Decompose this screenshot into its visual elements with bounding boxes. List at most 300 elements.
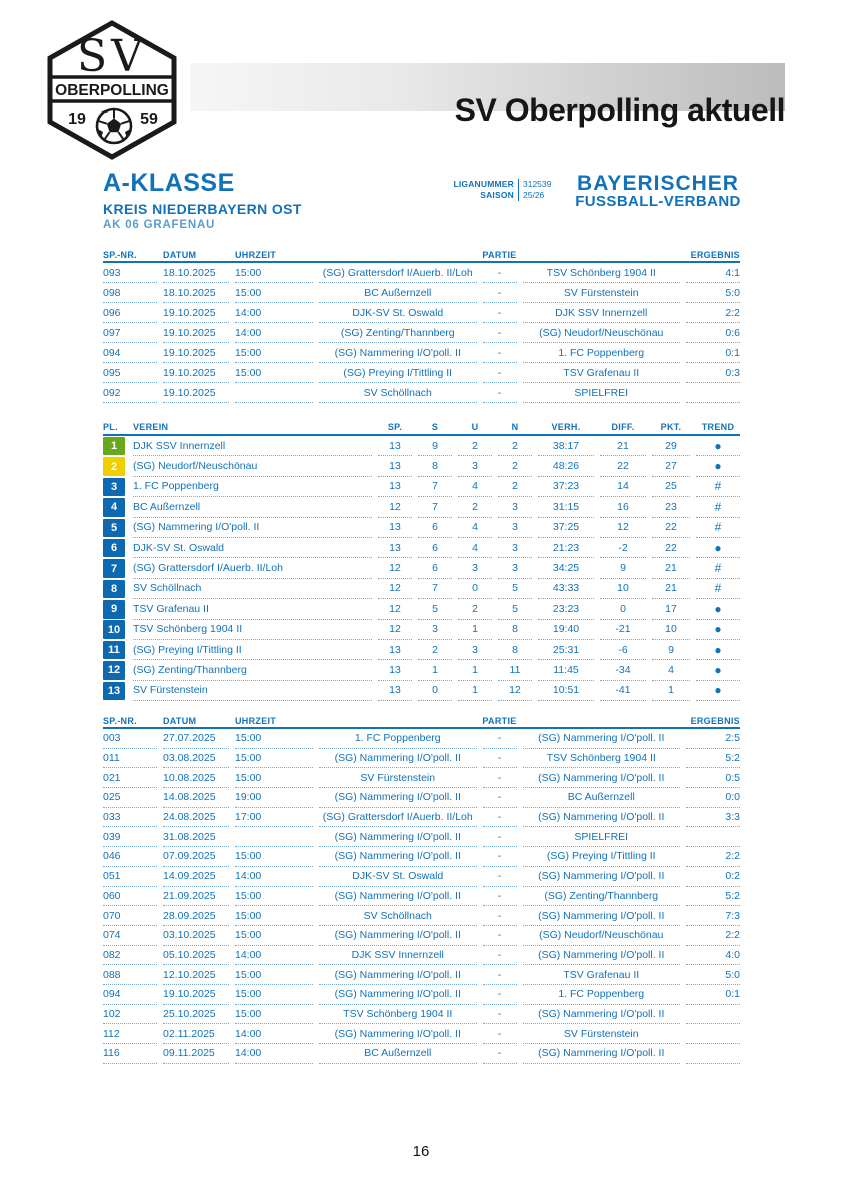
points-cell: 17 bbox=[652, 599, 690, 619]
score-cell: 2:2 bbox=[686, 926, 740, 946]
trend-cell: # bbox=[696, 558, 740, 578]
match-number-cell: 003 bbox=[103, 729, 157, 749]
draws-cell: 1 bbox=[458, 681, 492, 701]
standings-row bbox=[103, 660, 740, 680]
match-date-cell: 19.10.2025 bbox=[163, 383, 229, 403]
standings-body bbox=[103, 436, 740, 701]
games-cell: 12 bbox=[378, 599, 412, 619]
match-time-cell: 15:00 bbox=[235, 729, 313, 749]
match-time-cell: 14:00 bbox=[235, 867, 313, 887]
results-table bbox=[103, 248, 740, 403]
goal-diff-cell: -41 bbox=[600, 681, 646, 701]
home-team-cell: (SG) Nammering I/O'poll. II bbox=[319, 985, 477, 1005]
header-verein: VEREIN bbox=[133, 422, 169, 432]
games-cell: 12 bbox=[378, 620, 412, 640]
saison-value: 25/26 bbox=[518, 190, 544, 201]
match-number-cell: 060 bbox=[103, 887, 157, 907]
losses-cell: 11 bbox=[498, 660, 532, 680]
points-cell: 29 bbox=[652, 436, 690, 456]
rank-cell bbox=[103, 579, 127, 599]
goal-diff-cell: 14 bbox=[600, 477, 646, 497]
losses-cell: 3 bbox=[498, 518, 532, 538]
away-team-cell: (SG) Nammering I/O'poll. II bbox=[523, 808, 681, 828]
club-name-cell: BC Außernzell bbox=[133, 497, 372, 517]
crest-club-name: OBERPOLLING bbox=[55, 82, 169, 99]
away-team-cell: (SG) Nammering I/O'poll. II bbox=[523, 729, 681, 749]
away-team-cell: (SG) Nammering I/O'poll. II bbox=[523, 1005, 681, 1025]
goal-ratio-cell: 37:23 bbox=[538, 477, 594, 497]
match-number-cell: 025 bbox=[103, 788, 157, 808]
header-trend: TREND bbox=[701, 422, 735, 432]
club-name-cell: (SG) Zenting/Thannberg bbox=[133, 660, 372, 680]
club-name-cell: 1. FC Poppenberg bbox=[133, 477, 372, 497]
away-team-cell: (SG) Neudorf/Neuschönau bbox=[523, 323, 681, 343]
rank-badge: 6 bbox=[103, 539, 125, 558]
goal-ratio-cell: 11:45 bbox=[538, 660, 594, 680]
match-date-cell: 09.11.2025 bbox=[163, 1044, 229, 1064]
rank-badge: 8 bbox=[103, 580, 125, 599]
home-team-cell: DJK SSV Innernzell bbox=[319, 946, 477, 966]
match-row bbox=[103, 729, 740, 749]
draws-cell: 0 bbox=[458, 579, 492, 599]
match-date-cell: 18.10.2025 bbox=[163, 283, 229, 303]
bfv-line2: FUSSBALL-VERBAND bbox=[575, 193, 741, 210]
league-meta bbox=[452, 179, 551, 201]
match-row bbox=[103, 1044, 740, 1064]
away-team-cell: (SG) Zenting/Thannberg bbox=[523, 887, 681, 907]
score-cell: 0:5 bbox=[686, 768, 740, 788]
match-date-cell: 03.08.2025 bbox=[163, 749, 229, 769]
match-date-cell: 28.09.2025 bbox=[163, 906, 229, 926]
home-team-cell: (SG) Nammering I/O'poll. II bbox=[319, 847, 477, 867]
match-number-cell: 082 bbox=[103, 946, 157, 966]
header-u: U bbox=[471, 422, 479, 432]
crest-year-right: 59 bbox=[140, 111, 158, 128]
score-cell: 5:0 bbox=[686, 283, 740, 303]
losses-cell: 8 bbox=[498, 620, 532, 640]
masthead-title: SV Oberpolling aktuell bbox=[454, 92, 785, 128]
soccer-ball-icon bbox=[97, 109, 131, 143]
points-cell: 21 bbox=[652, 579, 690, 599]
rank-badge: 7 bbox=[103, 559, 125, 578]
standings-row bbox=[103, 497, 740, 517]
score-cell: 0:1 bbox=[686, 985, 740, 1005]
home-team-cell: SV Schöllnach bbox=[319, 906, 477, 926]
match-number-cell: 095 bbox=[103, 363, 157, 383]
match-date-cell: 24.08.2025 bbox=[163, 808, 229, 828]
rank-cell bbox=[103, 518, 127, 538]
standings-row bbox=[103, 456, 740, 476]
vs-separator: - bbox=[483, 827, 517, 847]
losses-cell: 3 bbox=[498, 497, 532, 517]
score-cell: 0:6 bbox=[686, 323, 740, 343]
score-cell: 2:2 bbox=[686, 847, 740, 867]
match-row bbox=[103, 363, 740, 383]
score-cell: 4:0 bbox=[686, 946, 740, 966]
match-time-cell: 14:00 bbox=[235, 1024, 313, 1044]
club-name-cell: SV Schöllnach bbox=[133, 579, 372, 599]
standings-row bbox=[103, 681, 740, 701]
match-time-cell: 14:00 bbox=[235, 1044, 313, 1064]
match-number-cell: 046 bbox=[103, 847, 157, 867]
results-table-body bbox=[103, 263, 740, 403]
header-ergebnis: ERGEBNIS bbox=[690, 249, 740, 260]
vs-separator: - bbox=[483, 263, 517, 283]
away-team-cell: SV Fürstenstein bbox=[523, 283, 681, 303]
liganummer-label: LIGANUMMER bbox=[453, 179, 514, 189]
goal-ratio-cell: 21:23 bbox=[538, 538, 594, 558]
rank-cell bbox=[103, 640, 127, 660]
rank-badge: 11 bbox=[103, 641, 125, 660]
vs-separator: - bbox=[483, 906, 517, 926]
page-number: 16 bbox=[412, 1143, 430, 1160]
away-team-cell: SPIELFREI bbox=[523, 383, 681, 403]
goal-ratio-cell: 37:25 bbox=[538, 518, 594, 538]
match-number-cell: 093 bbox=[103, 263, 157, 283]
match-row bbox=[103, 283, 740, 303]
score-cell: 3:3 bbox=[686, 808, 740, 828]
rank-badge: 4 bbox=[103, 498, 125, 517]
draws-cell: 3 bbox=[458, 456, 492, 476]
schedule-table bbox=[103, 714, 740, 1064]
header-ergebnis: ERGEBNIS bbox=[690, 715, 740, 726]
league-title: A-KLASSE bbox=[103, 169, 235, 197]
draws-cell: 4 bbox=[458, 538, 492, 558]
away-team-cell: (SG) Nammering I/O'poll. II bbox=[523, 867, 681, 887]
vs-separator: - bbox=[483, 847, 517, 867]
score-cell: 2:2 bbox=[686, 303, 740, 323]
match-date-cell: 21.09.2025 bbox=[163, 887, 229, 907]
draws-cell: 1 bbox=[458, 660, 492, 680]
trend-cell: ● bbox=[696, 456, 740, 476]
goal-diff-cell: -21 bbox=[600, 620, 646, 640]
goal-ratio-cell: 31:15 bbox=[538, 497, 594, 517]
away-team-cell: TSV Schönberg 1904 II bbox=[523, 263, 681, 283]
match-number-cell: 102 bbox=[103, 1005, 157, 1025]
standings-row bbox=[103, 558, 740, 578]
goal-diff-cell: 9 bbox=[600, 558, 646, 578]
vs-separator: - bbox=[483, 1005, 517, 1025]
goal-diff-cell: 22 bbox=[600, 456, 646, 476]
club-logo bbox=[46, 20, 178, 160]
standings-row bbox=[103, 599, 740, 619]
score-cell: 0:3 bbox=[686, 363, 740, 383]
home-team-cell: SV Schöllnach bbox=[319, 383, 477, 403]
club-name-cell: (SG) Preying I/Tittling II bbox=[133, 640, 372, 660]
match-date-cell: 12.10.2025 bbox=[163, 965, 229, 985]
header-diff: DIFF. bbox=[611, 422, 635, 432]
away-team-cell: TSV Schönberg 1904 II bbox=[523, 749, 681, 769]
match-row bbox=[103, 383, 740, 403]
points-cell: 21 bbox=[652, 558, 690, 578]
rank-cell bbox=[103, 558, 127, 578]
home-team-cell: DJK-SV St. Oswald bbox=[319, 303, 477, 323]
match-number-cell: 074 bbox=[103, 926, 157, 946]
saison-row bbox=[452, 190, 551, 201]
losses-cell: 2 bbox=[498, 456, 532, 476]
trend-cell: # bbox=[696, 497, 740, 517]
match-time-cell: 14:00 bbox=[235, 946, 313, 966]
standings-row bbox=[103, 538, 740, 558]
header-datum: DATUM bbox=[163, 249, 197, 260]
points-cell: 10 bbox=[652, 620, 690, 640]
losses-cell: 3 bbox=[498, 558, 532, 578]
away-team-cell: TSV Grafenau II bbox=[523, 965, 681, 985]
match-time-cell: 15:00 bbox=[235, 749, 313, 769]
match-time-cell: 14:00 bbox=[235, 323, 313, 343]
rank-cell bbox=[103, 497, 127, 517]
trend-cell: # bbox=[696, 579, 740, 599]
goal-ratio-cell: 48:26 bbox=[538, 456, 594, 476]
standings-row bbox=[103, 477, 740, 497]
score-cell bbox=[686, 383, 740, 403]
goal-diff-cell: 0 bbox=[600, 599, 646, 619]
match-number-cell: 051 bbox=[103, 867, 157, 887]
wins-cell: 6 bbox=[418, 538, 452, 558]
trend-cell: # bbox=[696, 518, 740, 538]
away-team-cell: 1. FC Poppenberg bbox=[523, 985, 681, 1005]
home-team-cell: BC Außernzell bbox=[319, 283, 477, 303]
score-cell: 5:0 bbox=[686, 965, 740, 985]
header-s: S bbox=[431, 422, 439, 432]
draws-cell: 2 bbox=[458, 497, 492, 517]
goal-ratio-cell: 43:33 bbox=[538, 579, 594, 599]
wins-cell: 9 bbox=[418, 436, 452, 456]
header-partie: PARTIE bbox=[482, 249, 517, 260]
rank-cell bbox=[103, 477, 127, 497]
home-team-cell: (SG) Nammering I/O'poll. II bbox=[319, 926, 477, 946]
match-row bbox=[103, 847, 740, 867]
match-number-cell: 021 bbox=[103, 768, 157, 788]
home-team-cell: (SG) Grattersdorf I/Auerb. II/Loh bbox=[319, 808, 477, 828]
standings-row bbox=[103, 640, 740, 660]
liganummer-value: 312539 bbox=[518, 179, 551, 190]
home-team-cell: (SG) Nammering I/O'poll. II bbox=[319, 788, 477, 808]
match-time-cell: 15:00 bbox=[235, 985, 313, 1005]
vs-separator: - bbox=[483, 926, 517, 946]
match-date-cell: 31.08.2025 bbox=[163, 827, 229, 847]
match-number-cell: 092 bbox=[103, 383, 157, 403]
home-team-cell: (SG) Nammering I/O'poll. II bbox=[319, 749, 477, 769]
vs-separator: - bbox=[483, 1024, 517, 1044]
trend-cell: ● bbox=[696, 660, 740, 680]
home-team-cell: (SG) Nammering I/O'poll. II bbox=[319, 343, 477, 363]
match-row bbox=[103, 808, 740, 828]
match-number-cell: 097 bbox=[103, 323, 157, 343]
games-cell: 13 bbox=[378, 681, 412, 701]
match-row bbox=[103, 343, 740, 363]
vs-separator: - bbox=[483, 887, 517, 907]
match-number-cell: 094 bbox=[103, 343, 157, 363]
goal-ratio-cell: 34:25 bbox=[538, 558, 594, 578]
points-cell: 1 bbox=[652, 681, 690, 701]
goal-ratio-cell: 25:31 bbox=[538, 640, 594, 660]
losses-cell: 2 bbox=[498, 477, 532, 497]
wins-cell: 7 bbox=[418, 579, 452, 599]
wins-cell: 8 bbox=[418, 456, 452, 476]
goal-ratio-cell: 10:51 bbox=[538, 681, 594, 701]
vs-separator: - bbox=[483, 867, 517, 887]
away-team-cell: BC Außernzell bbox=[523, 788, 681, 808]
match-time-cell: 15:00 bbox=[235, 847, 313, 867]
header-uhrzeit: UHRZEIT bbox=[235, 715, 277, 726]
club-name-cell: TSV Schönberg 1904 II bbox=[133, 620, 372, 640]
match-time-cell: 14:00 bbox=[235, 303, 313, 323]
games-cell: 13 bbox=[378, 640, 412, 660]
vs-separator: - bbox=[483, 946, 517, 966]
home-team-cell: (SG) Preying I/Tittling II bbox=[319, 363, 477, 383]
trend-cell: ● bbox=[696, 681, 740, 701]
match-time-cell: 15:00 bbox=[235, 1005, 313, 1025]
header-spnr: SP.-NR. bbox=[103, 715, 137, 726]
away-team-cell: SV Fürstenstein bbox=[523, 1024, 681, 1044]
match-date-cell: 19.10.2025 bbox=[163, 343, 229, 363]
rank-cell bbox=[103, 456, 127, 476]
wins-cell: 0 bbox=[418, 681, 452, 701]
header-verh: VERH. bbox=[551, 422, 581, 432]
match-row bbox=[103, 926, 740, 946]
results-table-header bbox=[103, 248, 740, 263]
goal-diff-cell: -34 bbox=[600, 660, 646, 680]
match-number-cell: 070 bbox=[103, 906, 157, 926]
match-time-cell: 15:00 bbox=[235, 965, 313, 985]
away-team-cell: (SG) Nammering I/O'poll. II bbox=[523, 1044, 681, 1064]
away-team-cell: (SG) Nammering I/O'poll. II bbox=[523, 906, 681, 926]
vs-separator: - bbox=[483, 323, 517, 343]
match-time-cell: 15:00 bbox=[235, 363, 313, 383]
header-datum: DATUM bbox=[163, 715, 197, 726]
wins-cell: 2 bbox=[418, 640, 452, 660]
match-date-cell: 25.10.2025 bbox=[163, 1005, 229, 1025]
vs-separator: - bbox=[483, 749, 517, 769]
match-number-cell: 088 bbox=[103, 965, 157, 985]
match-row bbox=[103, 303, 740, 323]
header-uhrzeit: UHRZEIT bbox=[235, 249, 277, 260]
match-time-cell bbox=[235, 383, 313, 403]
header-partie: PARTIE bbox=[482, 715, 517, 726]
points-cell: 9 bbox=[652, 640, 690, 660]
match-row bbox=[103, 323, 740, 343]
points-cell: 25 bbox=[652, 477, 690, 497]
match-time-cell: 15:00 bbox=[235, 926, 313, 946]
bfv-wordmark bbox=[573, 173, 743, 210]
match-row bbox=[103, 263, 740, 283]
rank-badge: 2 bbox=[103, 457, 125, 476]
losses-cell: 5 bbox=[498, 579, 532, 599]
match-number-cell: 011 bbox=[103, 749, 157, 769]
standings-row bbox=[103, 436, 740, 456]
score-cell bbox=[686, 1005, 740, 1025]
standings-row bbox=[103, 579, 740, 599]
away-team-cell: (SG) Neudorf/Neuschönau bbox=[523, 926, 681, 946]
match-number-cell: 094 bbox=[103, 985, 157, 1005]
schedule-table-header bbox=[103, 714, 740, 729]
club-name-cell: DJK SSV Innernzell bbox=[133, 436, 372, 456]
match-date-cell: 07.09.2025 bbox=[163, 847, 229, 867]
games-cell: 13 bbox=[378, 518, 412, 538]
home-team-cell: (SG) Zenting/Thannberg bbox=[319, 323, 477, 343]
games-cell: 12 bbox=[378, 579, 412, 599]
score-cell: 7:3 bbox=[686, 906, 740, 926]
goal-diff-cell: 21 bbox=[600, 436, 646, 456]
games-cell: 12 bbox=[378, 497, 412, 517]
rank-cell bbox=[103, 599, 127, 619]
match-number-cell: 033 bbox=[103, 808, 157, 828]
trend-cell: ● bbox=[696, 620, 740, 640]
points-cell: 27 bbox=[652, 456, 690, 476]
wins-cell: 1 bbox=[418, 660, 452, 680]
match-row bbox=[103, 985, 740, 1005]
match-time-cell bbox=[235, 827, 313, 847]
away-team-cell: (SG) Nammering I/O'poll. II bbox=[523, 768, 681, 788]
bfv-line1: BAYERISCHER bbox=[577, 172, 739, 195]
vs-separator: - bbox=[483, 985, 517, 1005]
trend-cell: # bbox=[696, 477, 740, 497]
match-date-cell: 14.08.2025 bbox=[163, 788, 229, 808]
schedule-table-body bbox=[103, 729, 740, 1064]
away-team-cell: SPIELFREI bbox=[523, 827, 681, 847]
standings-row bbox=[103, 620, 740, 640]
home-team-cell: 1. FC Poppenberg bbox=[319, 729, 477, 749]
vs-separator: - bbox=[483, 283, 517, 303]
header-sp: SP. bbox=[387, 422, 403, 432]
club-name-cell: (SG) Nammering I/O'poll. II bbox=[133, 518, 372, 538]
home-team-cell: (SG) Grattersdorf I/Auerb. II/Loh bbox=[319, 263, 477, 283]
points-cell: 23 bbox=[652, 497, 690, 517]
vs-separator: - bbox=[483, 343, 517, 363]
goal-ratio-cell: 38:17 bbox=[538, 436, 594, 456]
match-time-cell: 15:00 bbox=[235, 768, 313, 788]
away-team-cell: TSV Grafenau II bbox=[523, 363, 681, 383]
score-cell bbox=[686, 1044, 740, 1064]
match-row bbox=[103, 768, 740, 788]
draws-cell: 2 bbox=[458, 599, 492, 619]
match-row bbox=[103, 1024, 740, 1044]
vs-separator: - bbox=[483, 965, 517, 985]
match-row bbox=[103, 867, 740, 887]
trend-cell: ● bbox=[696, 599, 740, 619]
draws-cell: 4 bbox=[458, 518, 492, 538]
away-team-cell: (SG) Nammering I/O'poll. II bbox=[523, 946, 681, 966]
match-time-cell: 15:00 bbox=[235, 283, 313, 303]
home-team-cell: BC Außernzell bbox=[319, 1044, 477, 1064]
standings-header bbox=[103, 420, 740, 436]
points-cell: 4 bbox=[652, 660, 690, 680]
header-n: N bbox=[511, 422, 519, 432]
games-cell: 13 bbox=[378, 538, 412, 558]
match-row bbox=[103, 946, 740, 966]
club-name-cell: (SG) Neudorf/Neuschönau bbox=[133, 456, 372, 476]
wins-cell: 6 bbox=[418, 518, 452, 538]
club-name-cell: TSV Grafenau II bbox=[133, 599, 372, 619]
vs-separator: - bbox=[483, 768, 517, 788]
home-team-cell: (SG) Nammering I/O'poll. II bbox=[319, 965, 477, 985]
wins-cell: 3 bbox=[418, 620, 452, 640]
points-cell: 22 bbox=[652, 538, 690, 558]
losses-cell: 8 bbox=[498, 640, 532, 660]
header-pl: PL. bbox=[103, 422, 118, 432]
goal-diff-cell: -6 bbox=[600, 640, 646, 660]
wins-cell: 5 bbox=[418, 599, 452, 619]
rank-cell bbox=[103, 681, 127, 701]
match-time-cell: 15:00 bbox=[235, 343, 313, 363]
match-number-cell: 116 bbox=[103, 1044, 157, 1064]
home-team-cell: TSV Schönberg 1904 II bbox=[319, 1005, 477, 1025]
rank-cell bbox=[103, 620, 127, 640]
match-number-cell: 039 bbox=[103, 827, 157, 847]
vs-separator: - bbox=[483, 729, 517, 749]
score-cell: 0:1 bbox=[686, 343, 740, 363]
